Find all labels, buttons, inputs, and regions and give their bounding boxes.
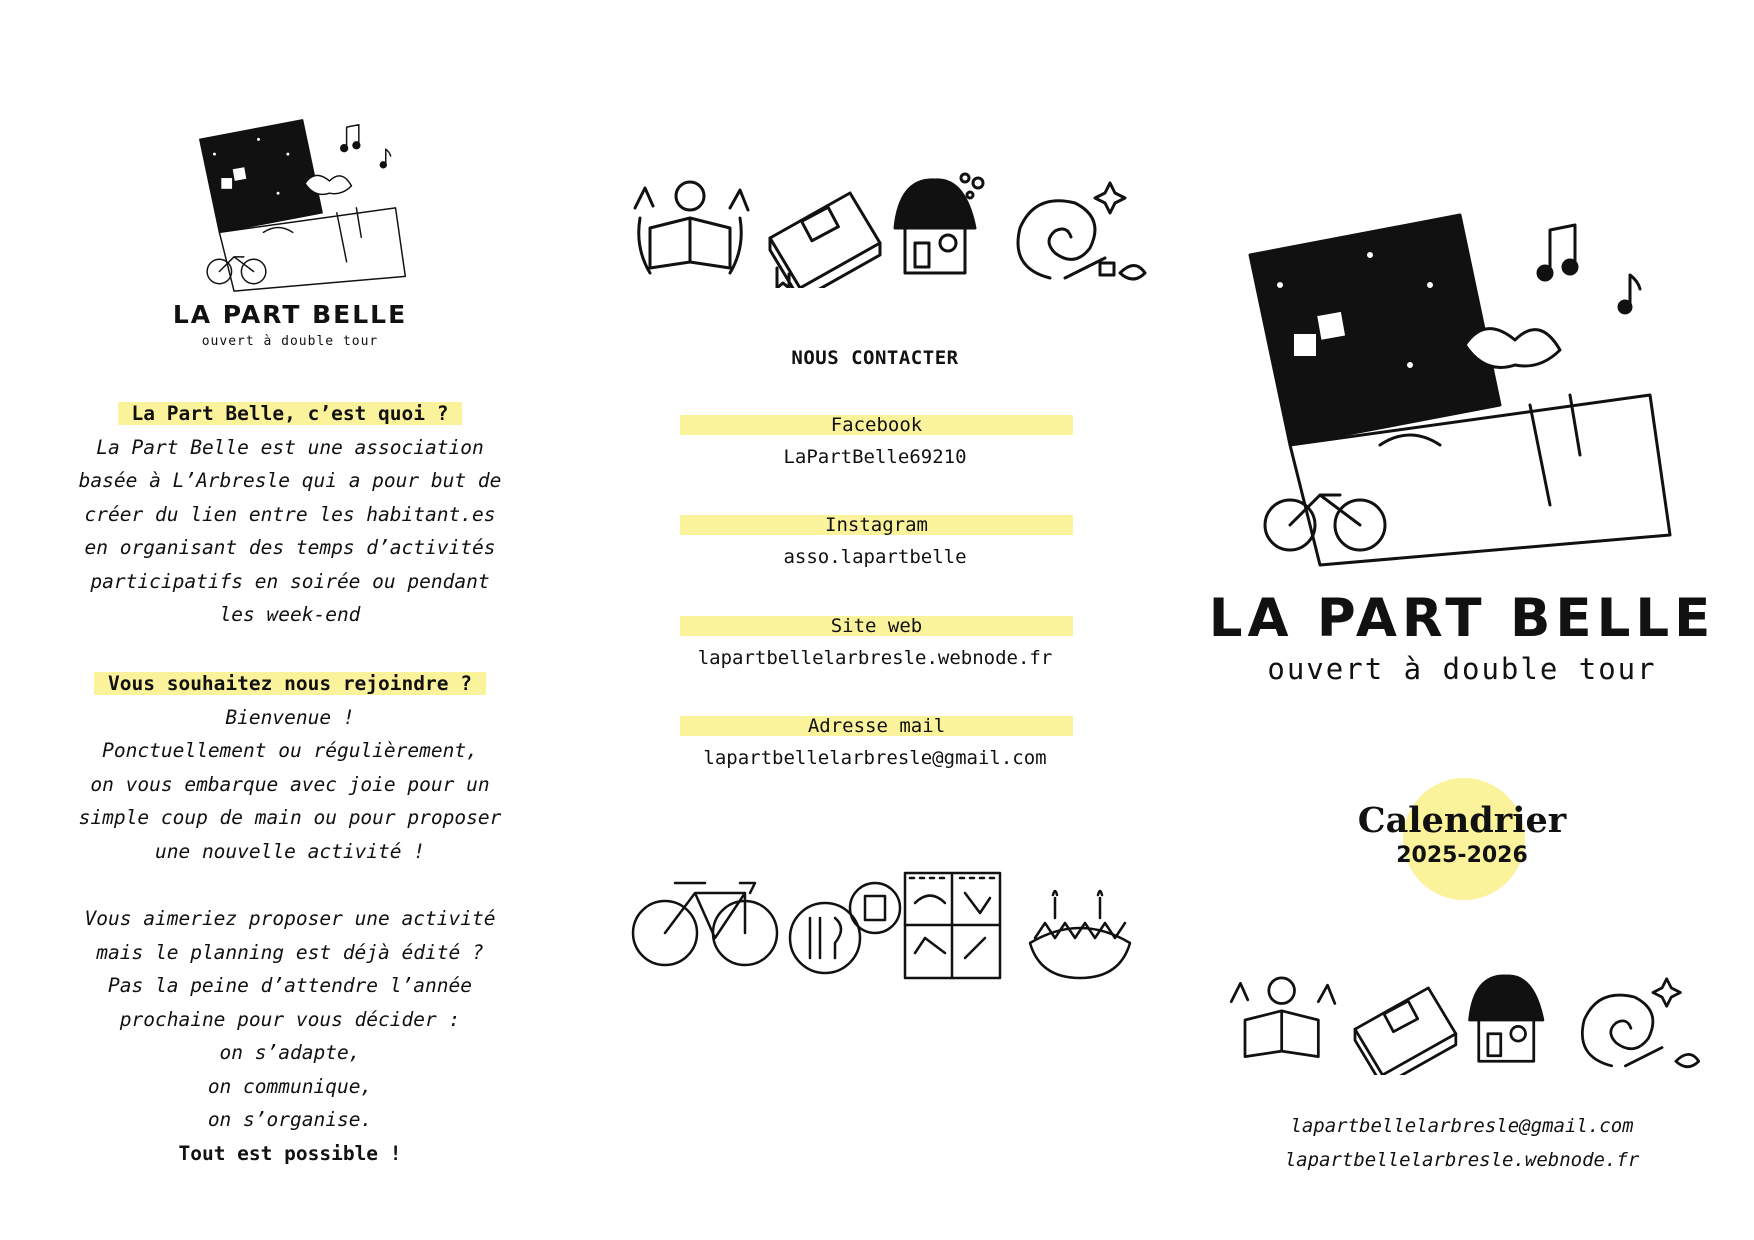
reading-creature-icon <box>635 182 748 273</box>
middle-panel <box>580 0 1170 1240</box>
king-cake-icon <box>1030 891 1130 978</box>
doodle-row-bottom <box>630 868 1160 988</box>
intro-line: créer du lien entre les habitant.es <box>84 502 496 526</box>
intro-line: les week-end <box>219 603 361 626</box>
brand-tagline: ouvert à double tour <box>201 334 379 349</box>
propose-line: prochaine pour vous décider : <box>119 1007 461 1031</box>
right-panel <box>1170 0 1754 1240</box>
contact-value-email[interactable]: lapartbellelarbresle@gmail.com <box>703 747 1047 769</box>
intro-line: en organisant des temps d’activités <box>84 536 496 559</box>
calendar-years: 2025-2026 <box>1396 843 1528 868</box>
propose-line: Vous aimeriez proposer une activité <box>84 907 496 930</box>
propose-line: on communique, <box>207 1074 373 1098</box>
reading-creature-icon <box>1231 978 1335 1057</box>
contact-label-website: Site web <box>680 616 1073 636</box>
closing-line: Tout est possible ! <box>178 1141 402 1165</box>
join-line: une nouvelle activité ! <box>154 839 426 863</box>
join-section <box>0 667 580 868</box>
contact-label-instagram: Instagram <box>680 515 1073 535</box>
bicycle-icon <box>633 883 777 965</box>
propose-section <box>0 902 580 1170</box>
section-heading-what: La Part Belle, c’est quoi ? <box>118 402 463 425</box>
contact-value-website[interactable]: lapartbellelarbresle.webnode.fr <box>697 647 1053 669</box>
contact-label-email: Adresse mail <box>680 716 1073 736</box>
propose-line: on s’adapte, <box>219 1041 361 1064</box>
section-heading-join: Vous souhaitez nous rejoindre ? <box>94 672 486 695</box>
snail-shell-icon <box>1582 979 1698 1067</box>
food-chat-icon <box>790 883 900 973</box>
snail-shell-icon <box>1018 183 1145 279</box>
suitcase-logo-icon <box>190 108 420 298</box>
footer-email[interactable]: lapartbellelarbresle@gmail.com <box>1290 1115 1634 1137</box>
propose-line: mais le planning est déjà édité ? <box>96 940 484 964</box>
contact-value-instagram[interactable]: asso.lapartbelle <box>783 546 967 568</box>
join-line: simple coup de main ou pour proposer <box>78 806 502 829</box>
propose-line: Pas la peine d’attendre l’année <box>108 974 472 997</box>
join-line: Ponctuellement ou régulièrement, <box>102 739 478 762</box>
book-icon <box>1355 988 1456 1075</box>
propose-line: on s’organise. <box>207 1108 373 1131</box>
join-line: on vous embarque avec joie pour un <box>90 772 490 796</box>
brand-name: LA PART BELLE <box>1208 588 1716 649</box>
suitcase-logo-icon <box>1230 195 1700 575</box>
contact-title: NOUS CONTACTER <box>791 347 959 369</box>
intro-line: La Part Belle est une association <box>96 435 484 459</box>
contact-label-facebook: Facebook <box>680 415 1073 435</box>
brand-name: LA PART BELLE <box>172 300 408 329</box>
contact-value-facebook[interactable]: LaPartBelle69210 <box>783 446 967 468</box>
book-icon <box>770 193 880 288</box>
doodle-row-top <box>630 168 1150 288</box>
mushroom-house-icon <box>1470 976 1543 1061</box>
footer-website[interactable]: lapartbellelarbresle.webnode.fr <box>1284 1149 1640 1171</box>
intro-line: basée à L’Arbresle qui a pour but de <box>78 469 502 492</box>
doodle-row-right <box>1200 965 1730 1075</box>
brand-tagline: ouvert à double tour <box>1267 652 1657 686</box>
left-panel <box>0 0 580 1240</box>
calendar-title: Calendrier <box>1357 800 1567 841</box>
mushroom-house-icon <box>895 174 983 273</box>
intro-line: participatifs en soirée ou pendant <box>90 569 490 593</box>
intro-section <box>0 397 580 632</box>
film-strip-icon <box>905 873 1000 978</box>
join-line: Bienvenue ! <box>225 705 355 729</box>
